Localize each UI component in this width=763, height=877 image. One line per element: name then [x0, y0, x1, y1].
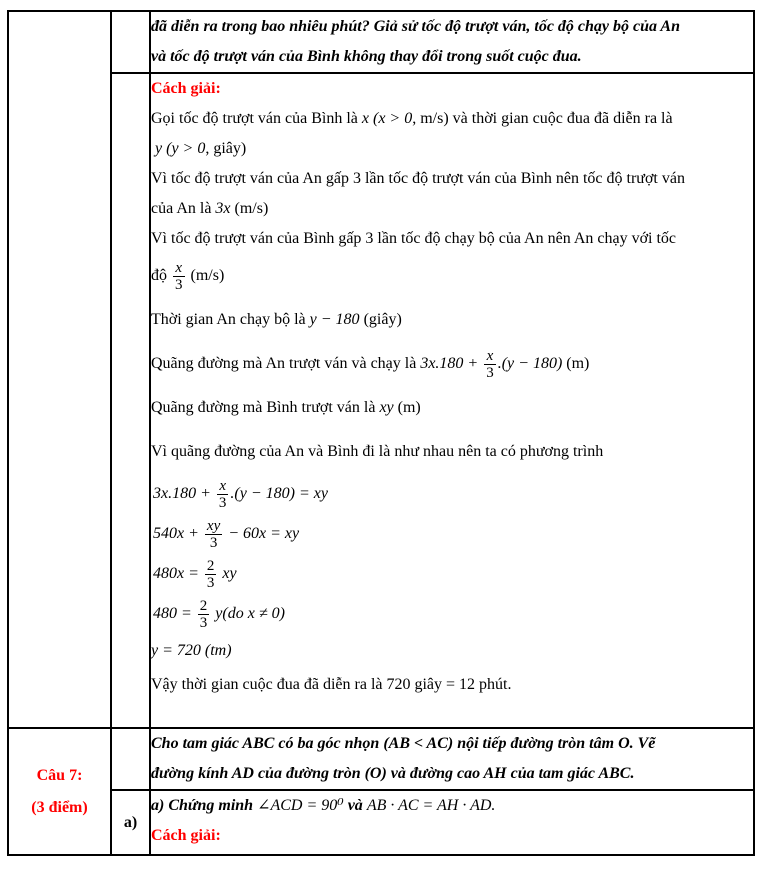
math-expr: xy [379, 399, 394, 416]
solution-line-7 [151, 298, 753, 342]
part-a-label: a) [123, 813, 138, 831]
fraction-denominator: 3 [209, 534, 218, 551]
solution-line-6 [151, 254, 753, 298]
question7-points: (3 điểm) [31, 798, 88, 816]
problem-text-cell [150, 11, 754, 73]
math-var: x [361, 110, 369, 127]
solution-conclusion: Vậy thời gian cuộc đua đã diễn ra là 720 giây = 12 phút. [151, 676, 512, 693]
math-expr: 3x.180 + [420, 355, 483, 372]
text: , m/s) và thời gian cuộc đua đã diễn ra là [412, 110, 673, 127]
text: , giây) [205, 140, 247, 157]
text: (m/s) [234, 200, 269, 217]
text: Thời gian An chạy bộ là [151, 311, 310, 328]
fraction [198, 598, 210, 631]
question7-number-cell [8, 728, 111, 855]
subpart-cell-empty-3 [111, 728, 150, 790]
fraction-denominator: 3 [206, 574, 215, 591]
question7-part-a-row [8, 790, 754, 855]
equation-2 [151, 514, 753, 554]
solution-heading: Cách giải: [151, 80, 221, 97]
math-cond: (y > 0 [166, 140, 206, 157]
fraction-numerator: x [173, 260, 185, 277]
fraction-denominator: 3 [218, 494, 227, 511]
math-expr: − 60x = xy [224, 525, 300, 542]
text: độ [151, 267, 171, 284]
fraction-numerator: x [217, 478, 229, 495]
equation-3 [151, 554, 753, 594]
part-a-solution-heading: Cách giải: [151, 827, 221, 844]
solution-line-10: Vì quãng đường của An và Bình đi là như nhau nên ta có phương trình [151, 443, 604, 460]
solution-row [8, 73, 754, 728]
question7-statement-line-1: Cho tam giác ABC có ba góc nhọn (AB < AC) nội tiếp đường tròn tâm O. Vẽ [151, 735, 656, 752]
problem-line-1: đã diễn ra trong bao nhiêu phút? Giả sử tốc độ trượt ván, tốc độ chạy bộ của An [151, 18, 680, 35]
math-expr: 3x [215, 200, 231, 217]
text: (m/s) [190, 267, 225, 284]
text: (m) [566, 355, 590, 372]
equation-1 [151, 474, 753, 514]
question7-label: Câu 7: [36, 766, 83, 784]
question7-statement-cell [150, 728, 754, 790]
subpart-cell-empty [111, 11, 150, 73]
math-expr: .(y − 180) [497, 355, 563, 372]
fraction-denominator: 3 [199, 614, 208, 631]
fraction-numerator: 2 [206, 557, 215, 574]
subpart-cell-empty-2 [111, 73, 150, 728]
fraction [205, 558, 217, 591]
solution-line-4 [151, 194, 753, 224]
exam-solution-table [7, 10, 755, 856]
text: a) Chứng minh [151, 797, 258, 814]
math-expr: .(y − 180) = xy [230, 485, 328, 502]
fraction [205, 518, 222, 551]
fraction [173, 260, 185, 293]
text: Quãng đường mà An trượt ván và chạy là [151, 355, 421, 372]
solution-line-1 [151, 104, 753, 134]
math-expr: 3x.180 + [153, 485, 215, 502]
fraction [217, 478, 229, 511]
question-number-cell-empty [8, 11, 111, 728]
text: Quãng đường mà Bình trượt ván là [151, 399, 380, 416]
fraction-denominator: 3 [175, 276, 183, 293]
problem-line-2: và tốc độ trượt ván của Bình không thay đổi trong suốt cuộc đua. [151, 48, 582, 65]
fraction-numerator: x [484, 348, 496, 365]
equation-5: y = 720 (tm) [151, 642, 232, 659]
solution-line-9 [151, 386, 753, 430]
fraction-numerator: xy [206, 517, 221, 534]
solution-line-5: Vì tốc độ trượt ván của Bình gấp 3 lần tốc độ chạy bộ của An nên An chạy với tốc [151, 230, 677, 247]
question7-statement-line-2: đường kính AD của đường tròn (O) và đường cao AH của tam giác ABC. [151, 765, 635, 782]
math-expr: 480x = [153, 565, 203, 582]
fraction [484, 348, 496, 381]
fraction-denominator: 3 [486, 364, 494, 381]
problem-continuation-row [8, 11, 754, 73]
math-expr: xy [218, 565, 237, 582]
solution-line-3: Vì tốc độ trượt ván của An gấp 3 lần tốc độ trượt ván của Bình nên tốc độ trượt ván [151, 170, 685, 187]
equation-4 [151, 594, 753, 634]
text: và [343, 797, 367, 814]
math-expr: y − 180 [309, 311, 360, 328]
part-a-label-cell [111, 790, 150, 855]
question7-statement-row [8, 728, 754, 790]
math-expr: ∠ACD = 90⁰ [257, 797, 344, 814]
math-expr: 480 = [153, 605, 196, 622]
text: (m) [397, 399, 421, 416]
math-expr: AB · AC = AH · AD. [366, 797, 496, 814]
text: của An là [151, 200, 216, 217]
solution-line-2 [151, 134, 753, 164]
fraction-numerator: 2 [199, 597, 208, 614]
math-expr: 540x + [153, 525, 203, 542]
solution-cell [150, 73, 754, 728]
math-cond: (x > 0 [372, 110, 413, 127]
text: (giây) [363, 311, 402, 328]
text: Gọi tốc độ trượt ván của Bình là [151, 110, 362, 127]
math-expr: y(do x ≠ 0) [211, 605, 285, 622]
part-a-prompt [151, 791, 753, 821]
math-var: y [155, 140, 163, 157]
solution-line-8 [151, 342, 753, 386]
part-a-cell [150, 790, 754, 855]
